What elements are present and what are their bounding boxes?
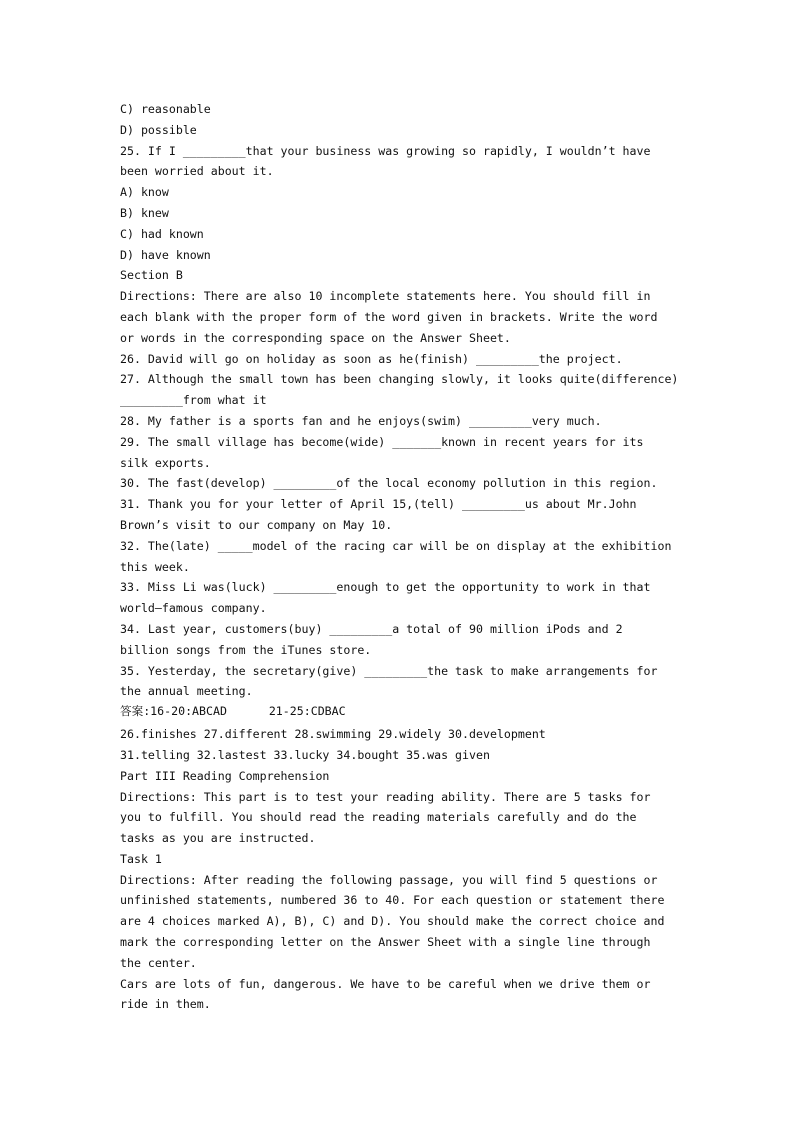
exercise-line: Brown’s visit to our company on May 10. bbox=[120, 517, 393, 532]
exercise-line: 35. Yesterday, the secretary(give) _________the task to make arrangements for bbox=[120, 663, 658, 678]
exercise-line: Section B bbox=[120, 268, 183, 283]
exercise-line: 30. The fast(develop) _________of the local economy pollution in this region. bbox=[120, 476, 658, 491]
exercise-line: D) have known bbox=[120, 247, 211, 262]
exercise-line: silk exports. bbox=[120, 455, 211, 470]
exercise-line: world—famous company. bbox=[120, 601, 267, 616]
reading-line: tasks as you are instructed. bbox=[120, 831, 316, 846]
exercise-line: this week. bbox=[120, 559, 190, 574]
exercise-line: 25. If I _________that your business was growing so rapidly, I wouldn’t have bbox=[120, 143, 651, 158]
exercise-line: 31. Thank you for your letter of April 15,(tell) _________us about Mr.John bbox=[120, 497, 637, 512]
exercise-line: A) know bbox=[120, 185, 169, 200]
document-page bbox=[120, 99, 690, 1015]
exercise-line: 33. Miss Li was(luck) _________enough to get the opportunity to work in that bbox=[120, 580, 651, 595]
reading-line: Directions: After reading the following passage, you will find 5 questions or bbox=[120, 872, 658, 887]
exercise-line: or words in the corresponding space on the Answer Sheet. bbox=[120, 330, 511, 345]
answer-key-line-1: 26.finishes 27.different 28.swimming 29.widely 30.development bbox=[120, 727, 546, 742]
exercise-line: 34. Last year, customers(buy) _________a total of 90 million iPods and 2 bbox=[120, 621, 623, 636]
reading-line: unfinished statements, numbered 36 to 40. For each question or statement there bbox=[120, 893, 665, 908]
reading-line: the center. bbox=[120, 955, 197, 970]
reading-comprehension-block bbox=[120, 766, 690, 1016]
exercise-line: _________from what it bbox=[120, 393, 267, 408]
answer-key-line-2: 31.telling 32.lastest 33.lucky 34.bought 35.was given bbox=[120, 747, 490, 762]
reading-line: you to fulfill. You should read the reading materials carefully and do the bbox=[120, 810, 637, 825]
reading-line: Part III Reading Comprehension bbox=[120, 768, 330, 783]
reading-line: mark the corresponding letter on the Answer Sheet with a single line through bbox=[120, 935, 651, 950]
exercise-line: B) knew bbox=[120, 205, 169, 220]
reading-line: Task 1 bbox=[120, 851, 162, 866]
answer-key bbox=[120, 702, 690, 766]
exercise-line: C) reasonable bbox=[120, 102, 211, 116]
reading-line: ride in them. bbox=[120, 997, 211, 1012]
exercise-text-block bbox=[120, 99, 690, 702]
reading-line: Directions: This part is to test your reading ability. There are 5 tasks for bbox=[120, 789, 651, 804]
exercise-line: 32. The(late) _____model of the racing car will be on display at the exhibition bbox=[120, 538, 672, 553]
exercise-line: been worried about it. bbox=[120, 164, 274, 179]
exercise-line: Directions: There are also 10 incomplete statements here. You should fill in bbox=[120, 289, 651, 304]
exercise-line: D) possible bbox=[120, 122, 197, 137]
reading-line: Cars are lots of fun, dangerous. We have to be careful when we drive them or bbox=[120, 976, 651, 991]
exercise-line: 29. The small village has become(wide) _______known in recent years for its bbox=[120, 434, 644, 449]
exercise-line: the annual meeting. bbox=[120, 684, 253, 699]
answer-key-header: 答案:16-20:ABCAD 21-25:CDBAC bbox=[120, 704, 346, 719]
exercise-line: C) had known bbox=[120, 226, 204, 241]
exercise-line: 27. Although the small town has been changing slowly, it looks quite(difference) bbox=[120, 372, 679, 387]
exercise-line: 26. David will go on holiday as soon as he(finish) _________the project. bbox=[120, 351, 623, 366]
exercise-line: 28. My father is a sports fan and he enjoys(swim) _________very much. bbox=[120, 413, 602, 428]
reading-line: are 4 choices marked A), B), C) and D). You should make the correct choice and bbox=[120, 914, 665, 929]
exercise-line: each blank with the proper form of the word given in brackets. Write the word bbox=[120, 309, 658, 324]
exercise-line: billion songs from the iTunes store. bbox=[120, 642, 372, 657]
